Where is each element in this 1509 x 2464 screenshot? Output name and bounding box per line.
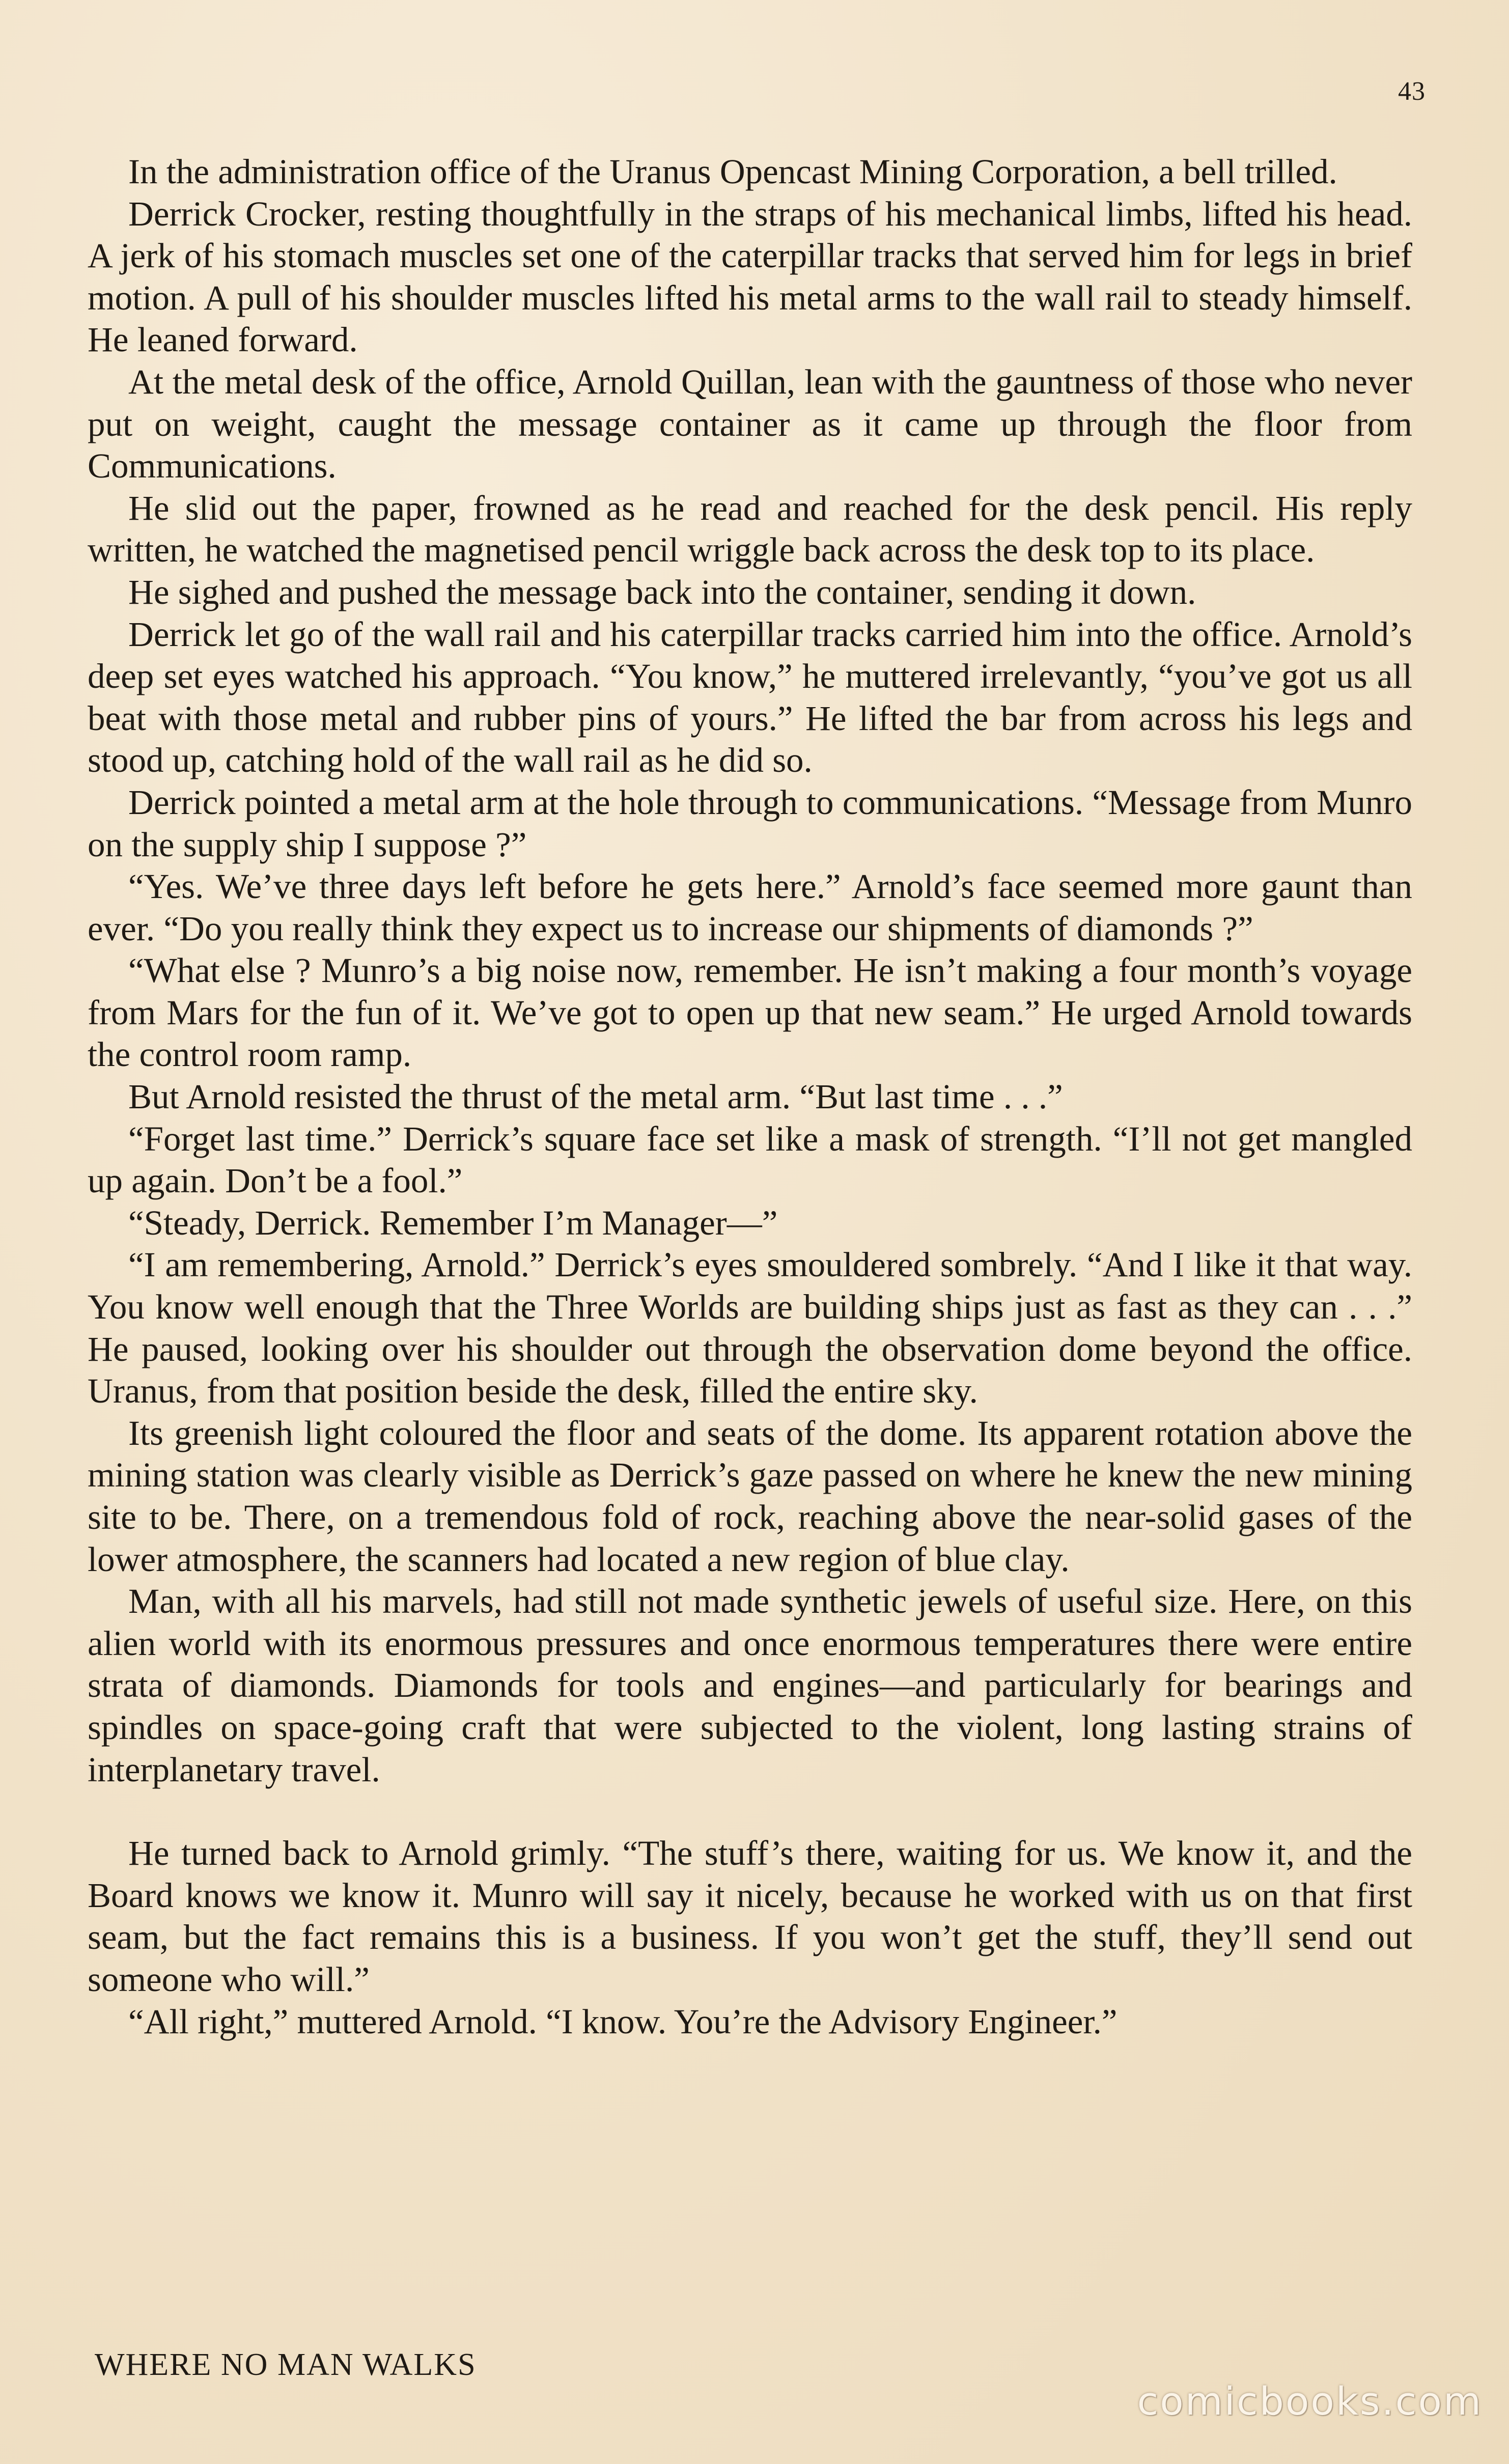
paragraph: He turned back to Arnold grimly. “The stuff’s there, waiting for us. We know it, and the Board knows we know it. Munro will say it nicely, because he worked with us on that first seam, but the fact remains this is a business. If you won’t get the stuff, they’ll send out someone who will.” <box>88 1834 1412 1999</box>
paragraph: “Yes. We’ve three days left before he gets here.” Arnold’s face seemed more gaunt than ever. “Do you really think they expect us to increase our shipments of diamonds ?” <box>88 867 1412 948</box>
paragraph: Derrick Crocker, resting thoughtfully in the straps of his mechanical limbs, lifted his head. A jerk of his stomach muscles set one of the caterpillar tracks that served him for legs in brief motion. A pull of his shoulder muscles lifted his metal arms to the wall rail to steady himself. He leaned forward. <box>88 194 1412 359</box>
paragraph: In the administration office of the Uranus Opencast Mining Corporation, a bell trilled. <box>128 152 1337 191</box>
paragraph: At the metal desk of the office, Arnold Quillan, lean with the gauntness of those who never put on weight, caught the message container as it came up through the floor from Communications. <box>88 362 1412 486</box>
paragraph: Derrick pointed a metal arm at the hole through to communications. “Message from Munro on the supply ship I suppose ?” <box>88 782 1412 864</box>
paragraph: “Steady, Derrick. Remember I’m Manager—” <box>128 1203 778 1242</box>
paragraph: “Forget last time.” Derrick’s square face set like a mask of strength. “I’ll not get mangled up again. Don’t be a fool.” <box>88 1119 1412 1200</box>
running-footer-title: WHERE NO MAN WALKS <box>95 2347 477 2382</box>
paragraph: Man, with all his marvels, had still not made synthetic jewels of useful size. Here, on this alien world with its enormous pressures and once enormous temperatures there were entire strata of diamonds. Diamonds for tools and engines—and particularly for bearings and spindles on space-going craft that were subjected to the violent, long lasting strains of interplanetary travel. <box>88 1582 1412 1789</box>
watermark: comicbooks.com <box>1137 2378 1483 2424</box>
page-number: 43 <box>1398 77 1426 106</box>
paragraph: Derrick let go of the wall rail and his caterpillar tracks carried him into the office. Arnold’s deep set eyes watched his approach. “You know,” he muttered irrelevantly, “you’ve got us all beat with those metal and rubber pins of yours.” He lifted the bar from across his legs and stood up, catching hold of the wall rail as he did so. <box>88 614 1412 780</box>
paragraph: He sighed and pushed the message back into the container, sending it down. <box>128 572 1196 611</box>
paragraph: But Arnold resisted the thrust of the metal arm. “But last time . . .” <box>128 1077 1063 1116</box>
paragraph: “I am remembering, Arnold.” Derrick’s eyes smouldered sombrely. “And I like it that way. You know well enough that the Three Worlds are building ships just as fast as they can . . .” He paused, looking over his shoulder out through the observation dome beyond the office. Uranus, from that position beside the desk, filled the entire sky. <box>88 1245 1412 1411</box>
paragraph: “All right,” muttered Arnold. “I know. You’re the Advisory Engineer.” <box>128 2002 1117 2041</box>
paragraph: Its greenish light coloured the floor and seats of the dome. Its apparent rotation above the mining station was clearly visible as Derrick’s gaze passed on where he knew the new mining site to be. There, on a tremendous fold of rock, reaching above the near-solid gases of the lower atmosphere, the scanners had located a new region of blue clay. <box>88 1413 1412 1579</box>
paragraph: “What else ? Munro’s a big noise now, remember. He isn’t making a four month’s voyage from Mars for the fun of it. We’ve got to open up that new seam.” He urged Arnold towards the control room ramp. <box>88 951 1412 1074</box>
paragraph: He slid out the paper, frowned as he read and reached for the desk pencil. His reply written, he watched the magnetised pencil wriggle back across the desk top to its place. <box>88 488 1412 570</box>
story-body <box>88 151 1412 2042</box>
